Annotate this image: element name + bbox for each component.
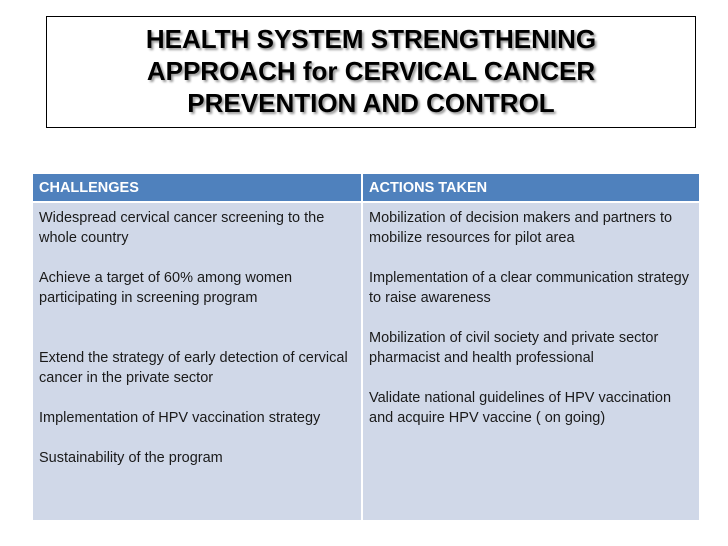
- challenge-item: Widespread cervical cancer screening to the whole country: [39, 210, 325, 246]
- header-actions-taken: ACTIONS TAKEN: [362, 174, 699, 202]
- title-box: [46, 16, 696, 128]
- spacer: [369, 308, 693, 328]
- table-header-row: [33, 174, 699, 202]
- action-item: Implementation of a clear communication strategy to raise awareness: [369, 270, 689, 306]
- challenge-item: Sustainability of the program: [39, 450, 223, 466]
- spacer: [39, 428, 355, 448]
- title-line-2: APPROACH for CERVICAL CANCER: [146, 56, 596, 86]
- slide-title: [47, 23, 695, 119]
- spacer: [39, 308, 355, 348]
- actions-cell: [362, 202, 699, 520]
- challenge-item: Extend the strategy of early detection of cervical cancer in the private sector: [39, 350, 348, 386]
- spacer: [39, 388, 355, 408]
- challenge-item: Achieve a target of 60% among women participating in screening program: [39, 270, 293, 306]
- spacer: [369, 368, 693, 388]
- action-item: Mobilization of decision makers and partners to mobilize resources for pilot area: [369, 210, 673, 246]
- spacer: [39, 248, 355, 268]
- challenge-item: Implementation of HPV vaccination strategy: [39, 410, 321, 426]
- table-row: [33, 202, 699, 520]
- challenges-cell: [33, 202, 362, 520]
- spacer: [369, 248, 693, 268]
- title-line-1: HEALTH SYSTEM STRENGTHENING: [145, 24, 597, 54]
- action-item: Validate national guidelines of HPV vaccination and acquire HPV vaccine ( on going): [369, 390, 672, 426]
- title-line-3: PREVENTION AND CONTROL: [187, 88, 555, 118]
- header-challenges: CHALLENGES: [33, 174, 362, 202]
- challenges-actions-table: [33, 174, 699, 520]
- action-item: Mobilization of civil society and private sector pharmacist and health professional: [369, 330, 659, 366]
